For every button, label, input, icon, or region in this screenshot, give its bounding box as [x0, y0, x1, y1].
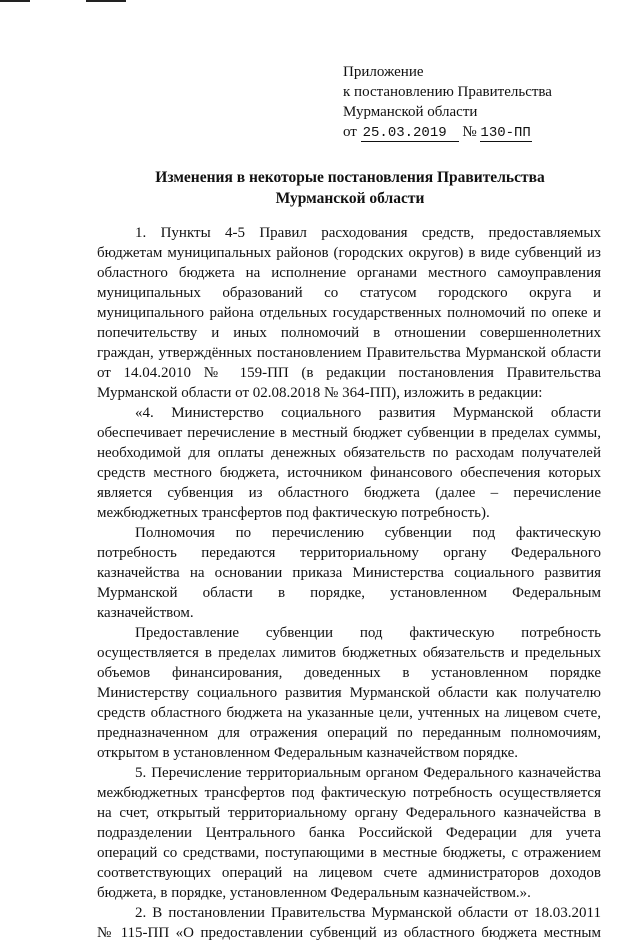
body-line: на счет, открытый территориальному органу Федерального казначейства в: [97, 805, 601, 821]
body-line: объемов финансирования, доведенных в установленном порядке: [97, 665, 601, 681]
body-line: бюджетам муниципальных районов (городских округов) в виде субвенций из: [97, 245, 601, 261]
body-line: межбюджетных трансфертов под фактическую потребность осуществляется: [97, 785, 601, 801]
approval-date: 25.03.2019: [361, 126, 459, 142]
body-line: казначейства на основании приказа Министерства социального развития: [97, 565, 601, 581]
date-prefix: от: [343, 124, 357, 140]
document-title: [100, 167, 600, 209]
body-line: средств областного бюджета на указанные цели, учтенных на лицевом счете,: [97, 705, 601, 721]
body-line: средств местного бюджета, источником финансового обеспечения которых: [97, 465, 601, 481]
approval-line-1: Приложение: [343, 64, 424, 80]
approval-line-2: к постановлению Правительства: [343, 84, 552, 100]
body-line: № 115-ПП «О предоставлении субвенций из областного бюджета местным: [97, 925, 601, 941]
number-prefix: №: [462, 124, 477, 140]
scan-mark-right: [86, 0, 126, 2]
approval-date-line: [343, 122, 552, 142]
body-line: является субвенция из областного бюджета (далее – перечисление: [97, 485, 601, 501]
body-line: от 14.04.2010 № 159-ПП (в редакции постановления Правительства: [97, 365, 601, 381]
body-line: необходимой для оплаты денежных обязательств по расходам получателей: [97, 445, 601, 461]
body-line: попечительству и иных полномочий в отношении совершеннолетних: [97, 325, 601, 341]
body-line: граждан, утверждённых постановлением Правительства Мурманской области: [97, 345, 601, 361]
title-line-1: Изменения в некоторые постановления Правительства: [155, 169, 545, 186]
body-line: Предоставление субвенции под фактическую потребность: [135, 625, 601, 641]
body-line: Мурманской области в порядке, установленном Федеральным: [97, 585, 601, 601]
body-line: обеспечивает перечисление в местный бюджет субвенции в пределах суммы,: [97, 425, 601, 441]
body-line: потребность передаются территориальному органу Федерального: [97, 545, 601, 561]
body-line: операций со средствами, поступающими в местные бюджеты, с отражением: [97, 845, 601, 861]
body-line: бюджета, в порядке, установленном Федеральным казначейством.».: [97, 885, 531, 901]
body-line: предназначенном для отражения операций по переданным полномочиям,: [97, 725, 601, 741]
body-line: межбюджетных трансфертов под фактическую потребность).: [97, 505, 490, 521]
body-line: Мурманской области от 02.08.2018 № 364-ПП), изложить в редакции:: [97, 385, 543, 401]
body-line: Полномочия по перечислению субвенции под фактическую: [135, 525, 601, 541]
body-line: соответствующих операций на лицевом счете администраторов доходов: [97, 865, 601, 881]
body-line: областного бюджета на исполнение органами местного самоуправления: [97, 265, 601, 281]
body-line: осуществляется в пределах лимитов бюджетных обязательств и предельных: [97, 645, 601, 661]
approval-block: [343, 62, 552, 142]
body-line: 5. Перечисление территориальным органом Федерального казначейства: [135, 765, 601, 781]
body-line: казначейством.: [97, 605, 194, 621]
body-line: подразделении Центрального банка Российской Федерации для учета: [97, 825, 601, 841]
body-line: «4. Министерство социального развития Мурманской области: [135, 405, 601, 421]
document-body: [97, 223, 601, 943]
body-line: открытом в установленном Федеральным казначейством порядке.: [97, 745, 519, 761]
scan-mark-left: [0, 0, 30, 2]
approval-line-3: Мурманской области: [343, 104, 478, 120]
body-line: 2. В постановлении Правительства Мурманской области от 18.03.2011: [135, 905, 601, 921]
body-line: 1. Пункты 4-5 Правил расходования средств, предоставляемых: [135, 225, 601, 241]
body-line: Министерству социального развития Мурманской области как получателю: [97, 685, 601, 701]
title-line-2: Мурманской области: [275, 190, 425, 207]
body-line: муниципальных образований со статусом городского округа и: [97, 285, 601, 301]
approval-number: 130-ПП: [480, 125, 531, 141]
body-line: муниципального района отдельных государственных полномочий по опеке и: [97, 305, 601, 321]
